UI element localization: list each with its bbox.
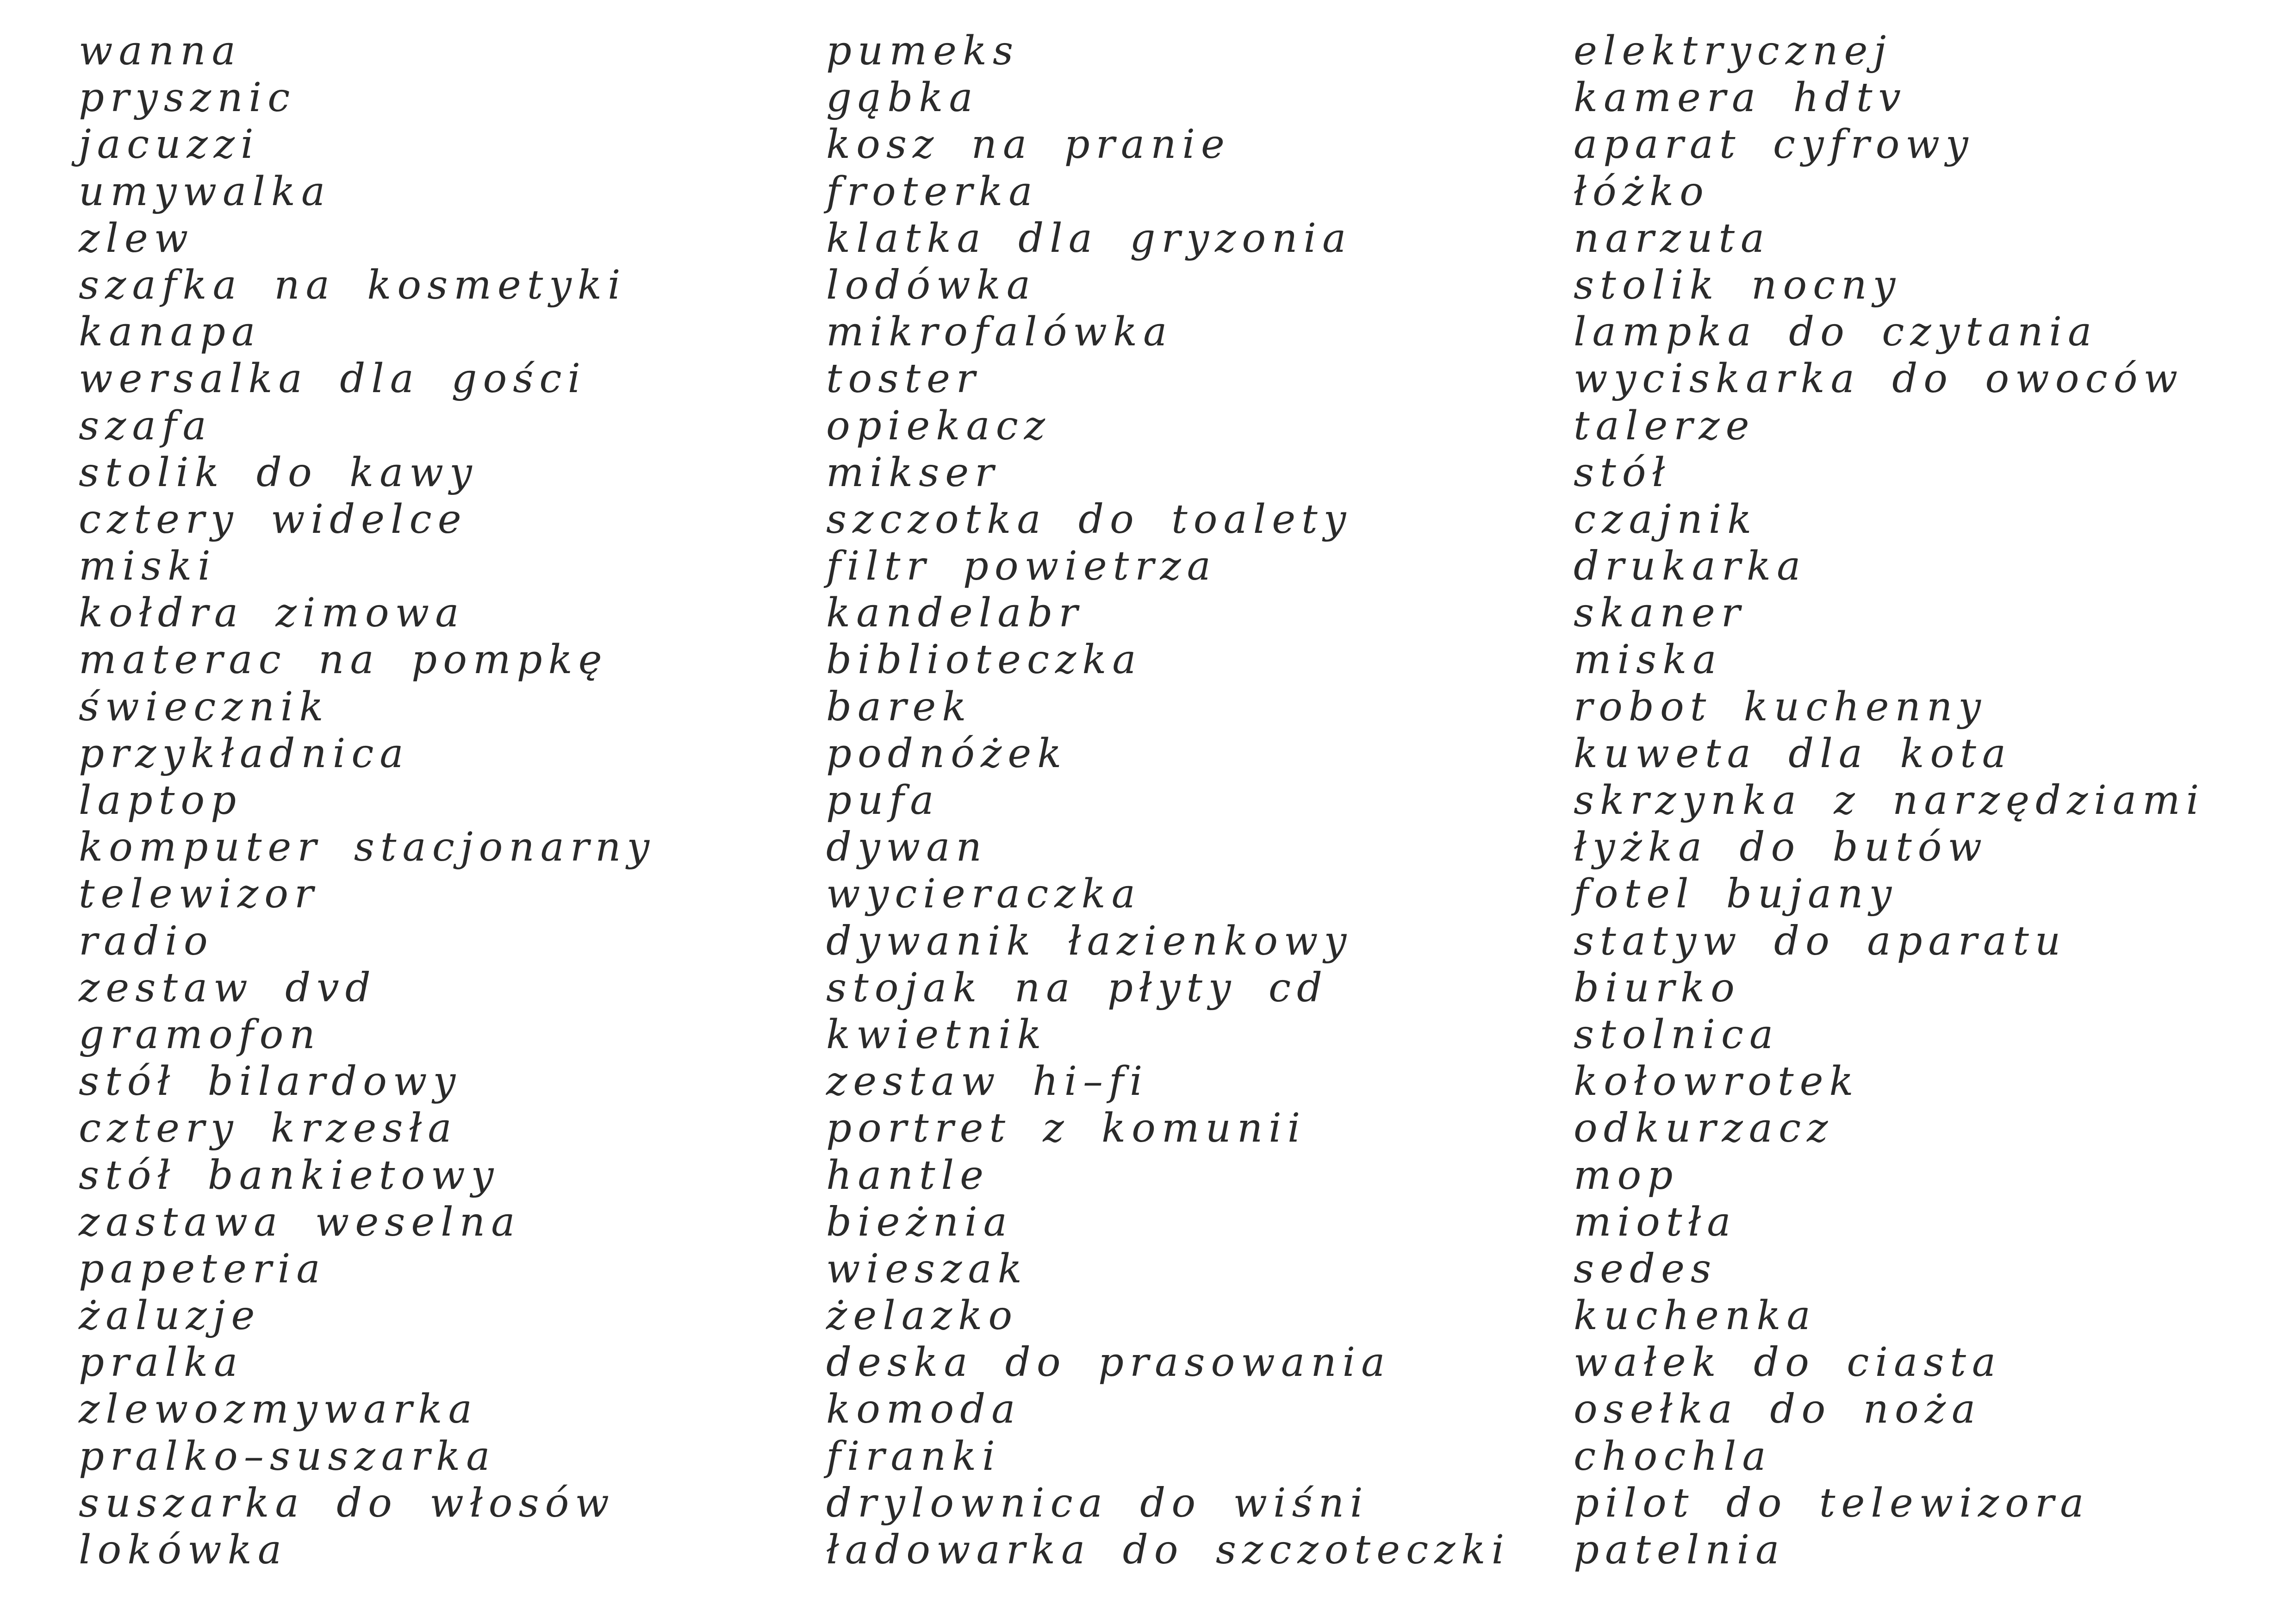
word-item: kuweta dla kota: [1574, 730, 2012, 777]
word-item: komputer stacjonarny: [79, 824, 656, 871]
word-item: laptop: [79, 777, 243, 824]
word-item: gąbka: [826, 75, 979, 121]
word-item: stół bilardowy: [79, 1058, 462, 1105]
word-item: umywalka: [79, 168, 331, 215]
word-item: żelazko: [826, 1293, 1019, 1339]
word-item: sedes: [1574, 1245, 1717, 1292]
word-item: radio: [79, 918, 214, 964]
word-item: skrzynka z narzędziami: [1574, 777, 2205, 824]
word-item: drukarka: [1574, 543, 1807, 590]
word-item: kołdra zimowa: [79, 590, 465, 637]
word-item: szafka na kosmetyki: [79, 262, 627, 308]
word-item: skaner: [1574, 590, 1746, 637]
word-item: chochla: [1574, 1433, 1772, 1480]
word-item: biblioteczka: [826, 637, 1142, 683]
word-item: froterka: [826, 168, 1039, 215]
word-item: filtr powietrza: [826, 543, 1217, 590]
word-item: deska do prasowania: [826, 1339, 1391, 1386]
word-item: stolik nocny: [1574, 262, 1902, 308]
word-item: osełka do noża: [1574, 1386, 1982, 1433]
word-item: kołowrotek: [1574, 1058, 1860, 1105]
word-item: dywanik łazienkowy: [826, 918, 1353, 964]
word-item: łóżko: [1574, 168, 1710, 215]
word-item: stojak na płyty cd: [826, 964, 1329, 1011]
word-item: lampka do czytania: [1574, 309, 2098, 356]
word-item: zlewozmywarka: [79, 1386, 478, 1433]
word-item: prysznic: [79, 75, 296, 121]
word-item: zastawa weselna: [79, 1199, 521, 1245]
word-item: toster: [826, 356, 982, 402]
word-item: firanki: [826, 1433, 1001, 1480]
word-item: stół bankietowy: [79, 1152, 500, 1199]
word-item: szczotka do toalety: [826, 496, 1352, 543]
word-item: kandelabr: [826, 590, 1084, 637]
word-item: klatka dla gryzonia: [826, 215, 1352, 262]
word-item: szafa: [79, 402, 212, 449]
word-item: żaluzje: [79, 1293, 261, 1339]
word-item: zestaw hi–fi: [826, 1058, 1149, 1105]
word-item: kuchenka: [1574, 1293, 1817, 1339]
word-item: biurko: [1574, 964, 1741, 1011]
word-item: ładowarka do szczoteczki: [826, 1527, 1511, 1573]
word-item: łyżka do butów: [1574, 824, 1988, 871]
word-item: przykładnica: [79, 730, 410, 777]
word-item: świecznik: [79, 683, 330, 730]
word-item: portret z komunii: [826, 1105, 1307, 1152]
word-item: miski: [79, 543, 217, 590]
word-item: lodówka: [826, 262, 1037, 308]
word-item: wersalka dla gości: [79, 356, 587, 402]
word-item: bieżnia: [826, 1199, 1013, 1245]
word-item: aparat cyfrowy: [1574, 121, 1974, 168]
word-item: pufa: [826, 777, 940, 824]
word-item: zlew: [79, 215, 194, 262]
word-column-3: [1574, 28, 2296, 1574]
word-column-2: [826, 28, 1548, 1574]
word-item: hantle: [826, 1152, 990, 1199]
word-item: gramofon: [79, 1011, 321, 1058]
word-item: kwietnik: [826, 1011, 1047, 1058]
word-item: komoda: [826, 1386, 1021, 1433]
word-item: podnóżek: [826, 730, 1068, 777]
word-item: zestaw dvd: [79, 964, 377, 1011]
word-item: pralko–suszarka: [79, 1433, 496, 1480]
word-item: mikser: [826, 449, 1000, 496]
word-item: drylownica do wiśni: [826, 1480, 1369, 1526]
word-item: suszarka do włosów: [79, 1480, 616, 1526]
word-item: stolnica: [1574, 1011, 1780, 1058]
word-item: czajnik: [1574, 496, 1758, 543]
word-item: cztery krzesła: [79, 1105, 458, 1152]
word-item: patelnia: [1574, 1527, 1786, 1573]
word-item: dywan: [826, 824, 988, 871]
word-item: wycieraczka: [826, 871, 1142, 918]
word-item: wieszak: [826, 1245, 1028, 1292]
word-item: telewizor: [79, 871, 320, 918]
word-item: mop: [1574, 1152, 1679, 1199]
word-item: fotel bujany: [1574, 871, 1898, 918]
word-item: pumeks: [826, 28, 1020, 74]
word-item: stolik do kawy: [79, 449, 478, 496]
word-item: pilot do telewizora: [1574, 1480, 2090, 1526]
word-item: cztery widelce: [79, 496, 467, 543]
word-item: barek: [826, 683, 972, 730]
word-column-1: [79, 28, 801, 1574]
word-item: elektrycznej: [1574, 28, 1892, 74]
word-item: talerze: [1574, 402, 1755, 449]
word-item: kosz na pranie: [826, 121, 1231, 168]
word-item: robot kuchenny: [1574, 683, 1987, 730]
word-item: miotła: [1574, 1199, 1737, 1245]
word-item: papeteria: [79, 1245, 326, 1292]
word-item: wałek do ciasta: [1574, 1339, 2002, 1386]
word-item: opiekacz: [826, 402, 1052, 449]
word-item: statyw do aparatu: [1574, 918, 2067, 964]
word-item: jacuzzi: [79, 121, 260, 168]
word-item: wyciskarka do owoców: [1574, 356, 2184, 402]
word-item: odkurzacz: [1574, 1105, 1834, 1152]
word-item: pralka: [79, 1339, 244, 1386]
word-item: kanapa: [79, 309, 261, 356]
word-item: wanna: [79, 28, 242, 74]
word-item: miska: [1574, 637, 1723, 683]
word-item: mikrofalówka: [826, 309, 1173, 356]
word-item: narzuta: [1574, 215, 1771, 262]
word-item: materac na pompkę: [79, 637, 608, 683]
word-item: stół: [1574, 449, 1671, 496]
word-item: lokówka: [79, 1527, 288, 1573]
word-item: kamera hdtv: [1574, 75, 1907, 121]
